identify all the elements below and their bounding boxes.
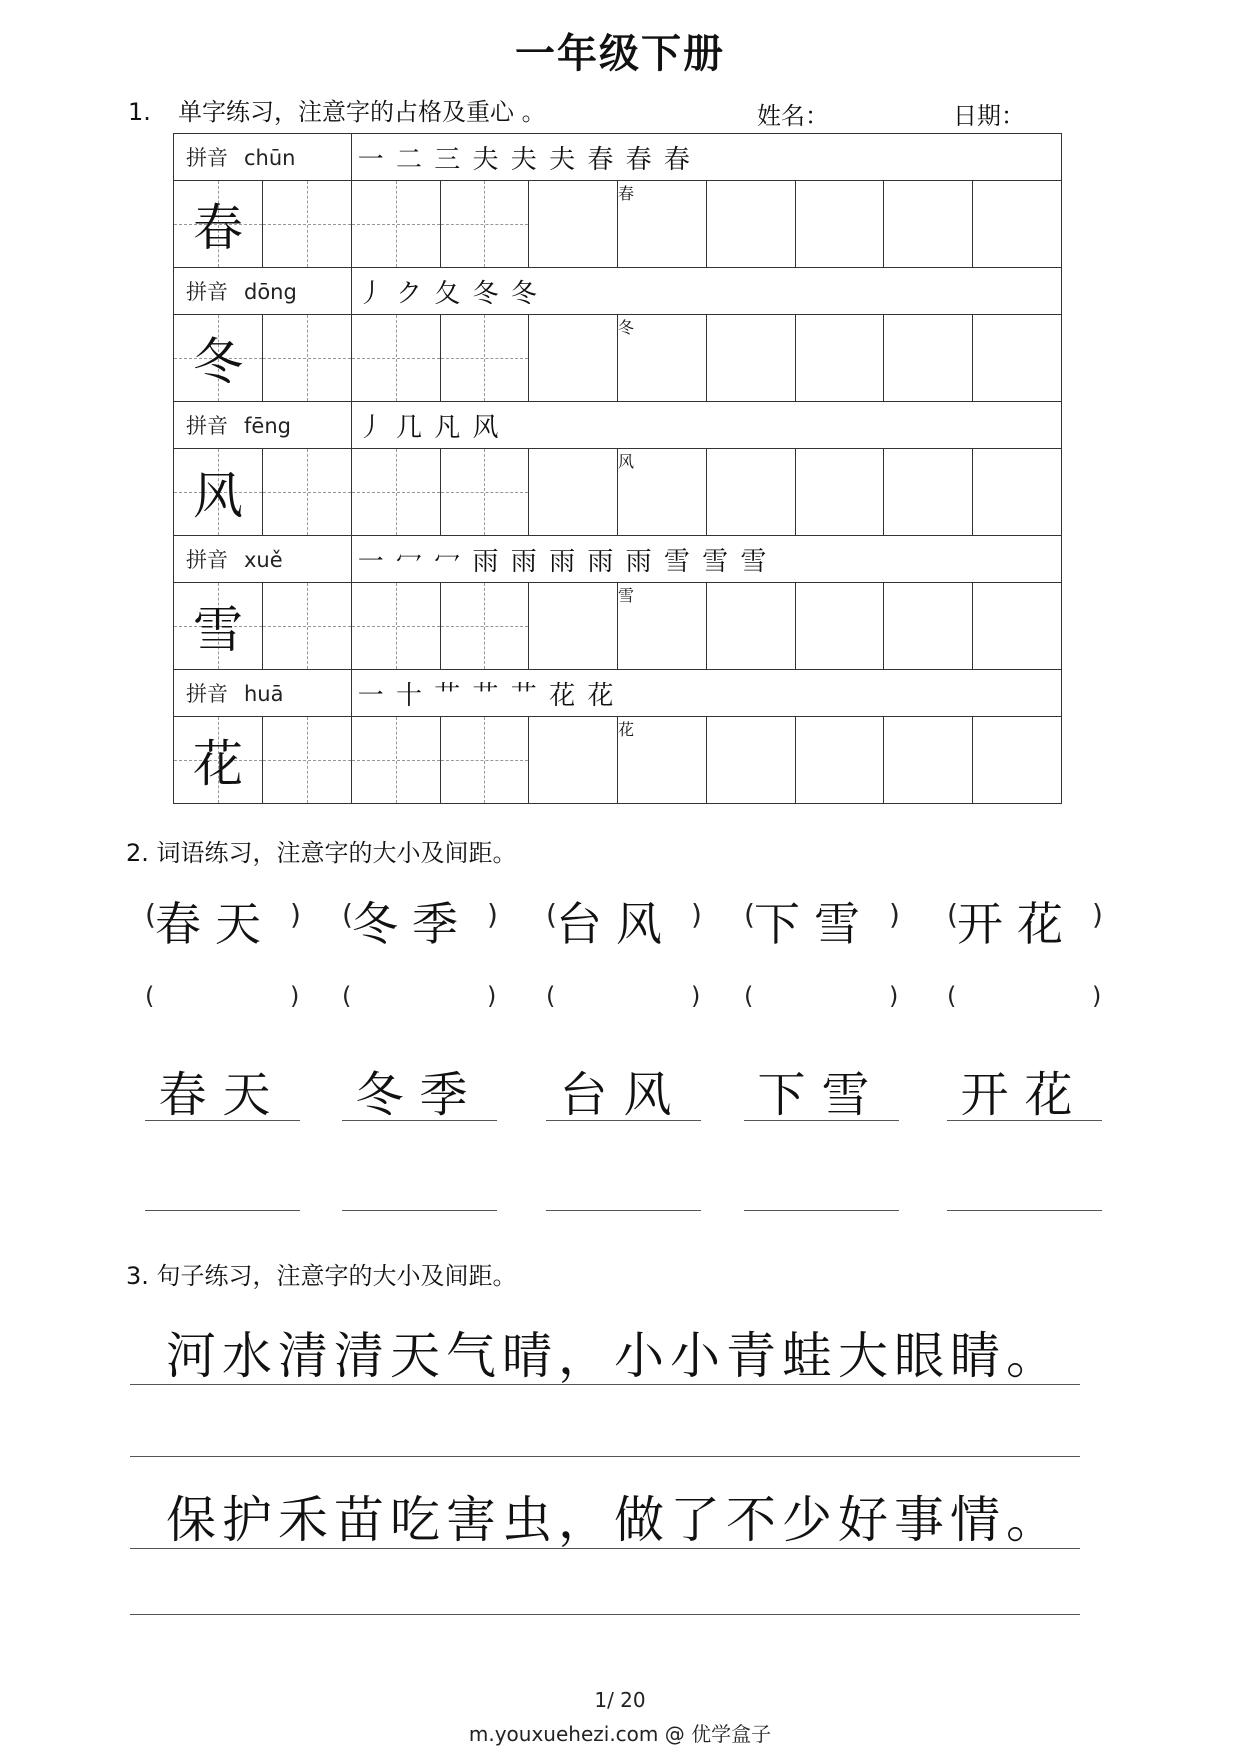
model-character: 冬: [618, 318, 635, 337]
stroke-order: 一 十 艹 艹 艹 花 花: [351, 670, 1061, 717]
tianzige-cell[interactable]: [884, 181, 973, 268]
pinyin-label: 拼音: [186, 280, 228, 304]
model-character: 雪: [192, 601, 243, 659]
pinyin-row: [174, 536, 1062, 583]
left-paren: (: [947, 898, 958, 931]
model-character: 雪: [618, 586, 635, 605]
tianzige-cell[interactable]: [262, 181, 351, 268]
tianzige-cell[interactable]: [440, 315, 529, 402]
footer-site: m.youxuehezi.com @ 优学盒子: [468, 1722, 772, 1746]
tianzige-cell[interactable]: [973, 315, 1062, 402]
word-model: 开花: [957, 897, 1077, 951]
tianzige-cell[interactable]: [262, 449, 351, 536]
section2-heading: 2. 词语练习，注意字的大小及间距。: [126, 839, 517, 867]
stroke-order: 丿 ク 夂 冬 冬: [351, 268, 1061, 315]
pinyin-cell: [174, 402, 352, 449]
pinyin-cell: [174, 268, 352, 315]
left-paren: (: [145, 898, 156, 931]
tianzige-cell[interactable]: [706, 583, 795, 670]
practice-row: [174, 583, 1062, 670]
model-character: 风: [192, 467, 243, 525]
pinyin-value: xuě: [244, 548, 283, 572]
word-model: 春天: [155, 897, 275, 951]
model-character: 风: [618, 452, 635, 471]
model-character: 春: [192, 199, 243, 257]
tianzige-cell[interactable]: [618, 449, 707, 536]
word-writing-line[interactable]: [947, 1120, 1102, 1121]
tianzige-cell[interactable]: [618, 717, 707, 804]
tianzige-cell[interactable]: [884, 449, 973, 536]
word-trace: 开花: [960, 1067, 1089, 1123]
tianzige-cell[interactable]: [884, 717, 973, 804]
blank-left-paren[interactable]: (: [744, 982, 754, 1010]
section1-number: 1.: [128, 98, 151, 126]
pinyin-row: [174, 268, 1062, 315]
blank-left-paren[interactable]: (: [947, 982, 957, 1010]
practice-row: [174, 449, 1062, 536]
sentence-line: [130, 1548, 1080, 1549]
stroke-order: 一 二 三 夫 夫 夫 春 春 春: [351, 134, 1061, 181]
tianzige-cell[interactable]: [795, 717, 884, 804]
section3-heading: 3. 句子练习，注意字的大小及间距。: [126, 1262, 517, 1290]
tianzige-cell[interactable]: [795, 449, 884, 536]
tianzige-cell[interactable]: [973, 181, 1062, 268]
tianzige-cell[interactable]: [795, 315, 884, 402]
word-writing-line[interactable]: [744, 1210, 899, 1211]
sentence-1: 河水清清天气晴，小小青蛙大眼睛。: [166, 1327, 1062, 1385]
word-writing-line[interactable]: [342, 1120, 497, 1121]
word-writing-line[interactable]: [342, 1210, 497, 1211]
pinyin-label: 拼音: [186, 548, 228, 572]
right-paren: ): [889, 898, 900, 931]
sentence-line: [130, 1384, 1080, 1385]
section1-text: 单字练习，注意字的占格及重心 。: [178, 98, 546, 126]
tianzige-cell[interactable]: [706, 449, 795, 536]
tianzige-cell[interactable]: [440, 449, 529, 536]
blank-right-paren[interactable]: ): [889, 982, 899, 1010]
tianzige-cell[interactable]: [884, 315, 973, 402]
pinyin-value: dōng: [244, 280, 297, 304]
word-trace: 春天: [158, 1067, 287, 1123]
word-writing-line[interactable]: [947, 1210, 1102, 1211]
name-label: 姓名：: [757, 102, 829, 130]
blank-left-paren[interactable]: (: [342, 982, 352, 1010]
right-paren: ): [1092, 898, 1103, 931]
pinyin-value: chūn: [244, 146, 296, 170]
tianzige-cell[interactable]: [973, 449, 1062, 536]
tianzige-cell[interactable]: [795, 583, 884, 670]
word-trace: 下雪: [757, 1067, 886, 1123]
tianzige-cell[interactable]: [618, 181, 707, 268]
tianzige-cell[interactable]: [884, 583, 973, 670]
word-model: 台风: [556, 897, 676, 951]
pinyin-label: 拼音: [186, 146, 228, 170]
tianzige-cell[interactable]: [706, 315, 795, 402]
pinyin-cell: [174, 670, 352, 717]
tianzige-cell[interactable]: [174, 717, 263, 804]
tianzige-cell[interactable]: [174, 315, 263, 402]
word-writing-line[interactable]: [145, 1210, 300, 1211]
tianzige-cell[interactable]: [174, 583, 263, 670]
left-paren: (: [342, 898, 353, 931]
practice-row: [174, 717, 1062, 804]
tianzige-cell[interactable]: [529, 717, 618, 804]
model-character: 冬: [192, 333, 243, 391]
tianzige-cell[interactable]: [351, 583, 440, 670]
left-paren: (: [546, 898, 557, 931]
sentence-writing-line: [130, 1614, 1080, 1615]
pinyin-row: [174, 670, 1062, 717]
section1-heading: [128, 92, 546, 127]
word-writing-line[interactable]: [546, 1120, 701, 1121]
blank-left-paren[interactable]: (: [546, 982, 556, 1010]
tianzige-cell[interactable]: [795, 181, 884, 268]
character-practice-grid: [173, 133, 1062, 804]
word-writing-line[interactable]: [145, 1120, 300, 1121]
tianzige-cell[interactable]: [973, 583, 1062, 670]
blank-right-paren[interactable]: ): [1092, 982, 1102, 1010]
model-character: 花: [192, 735, 243, 793]
model-character: 春: [618, 184, 635, 203]
pinyin-cell: [174, 134, 352, 181]
tianzige-cell[interactable]: [529, 583, 618, 670]
tianzige-cell[interactable]: [174, 181, 263, 268]
tianzige-cell[interactable]: [440, 717, 529, 804]
pinyin-value: huā: [244, 682, 284, 706]
tianzige-cell[interactable]: [618, 315, 707, 402]
word-model: 冬季: [352, 897, 472, 951]
blank-left-paren[interactable]: (: [145, 982, 155, 1010]
tianzige-cell[interactable]: [262, 583, 351, 670]
word-trace: 冬季: [355, 1067, 484, 1123]
left-paren: (: [744, 898, 755, 931]
model-character: 花: [618, 720, 635, 739]
page-title: 一年级下册: [515, 31, 725, 77]
tianzige-cell[interactable]: [706, 717, 795, 804]
tianzige-cell[interactable]: [529, 315, 618, 402]
tianzige-cell[interactable]: [262, 717, 351, 804]
sentence-2: 保护禾苗吃害虫，做了不少好事情。: [166, 1491, 1062, 1549]
tianzige-cell[interactable]: [706, 181, 795, 268]
practice-row: [174, 181, 1062, 268]
tianzige-cell[interactable]: [351, 717, 440, 804]
practice-row: [174, 315, 1062, 402]
right-paren: ): [290, 898, 301, 931]
tianzige-cell[interactable]: [262, 315, 351, 402]
pinyin-row: [174, 134, 1062, 181]
right-paren: ): [487, 898, 498, 931]
blank-right-paren[interactable]: ): [290, 982, 300, 1010]
blank-right-paren[interactable]: ): [487, 982, 497, 1010]
tianzige-cell[interactable]: [174, 449, 263, 536]
word-writing-line[interactable]: [744, 1120, 899, 1121]
sentence-writing-line: [130, 1456, 1080, 1457]
word-trace: 台风: [559, 1067, 688, 1123]
tianzige-cell[interactable]: [351, 181, 440, 268]
word-model: 下雪: [754, 897, 874, 951]
word-writing-line[interactable]: [546, 1210, 701, 1211]
pinyin-row: [174, 402, 1062, 449]
tianzige-cell[interactable]: [618, 583, 707, 670]
pinyin-cell: [174, 536, 352, 583]
pinyin-label: 拼音: [186, 682, 228, 706]
tianzige-cell[interactable]: [351, 315, 440, 402]
tianzige-cell[interactable]: [440, 181, 529, 268]
stroke-order: 一 冖 冖 雨 雨 雨 雨 雨 雪 雪 雪: [351, 536, 1061, 583]
tianzige-cell[interactable]: [529, 449, 618, 536]
tianzige-cell[interactable]: [529, 181, 618, 268]
tianzige-cell[interactable]: [351, 449, 440, 536]
tianzige-cell[interactable]: [440, 583, 529, 670]
date-label: 日期：: [953, 102, 1025, 130]
pinyin-value: fēng: [244, 414, 291, 438]
tianzige-cell[interactable]: [973, 717, 1062, 804]
right-paren: ): [691, 898, 702, 931]
page-number: 1/ 20: [594, 1688, 646, 1712]
blank-right-paren[interactable]: ): [691, 982, 701, 1010]
stroke-order: 丿 几 凡 风: [351, 402, 1061, 449]
pinyin-label: 拼音: [186, 414, 228, 438]
